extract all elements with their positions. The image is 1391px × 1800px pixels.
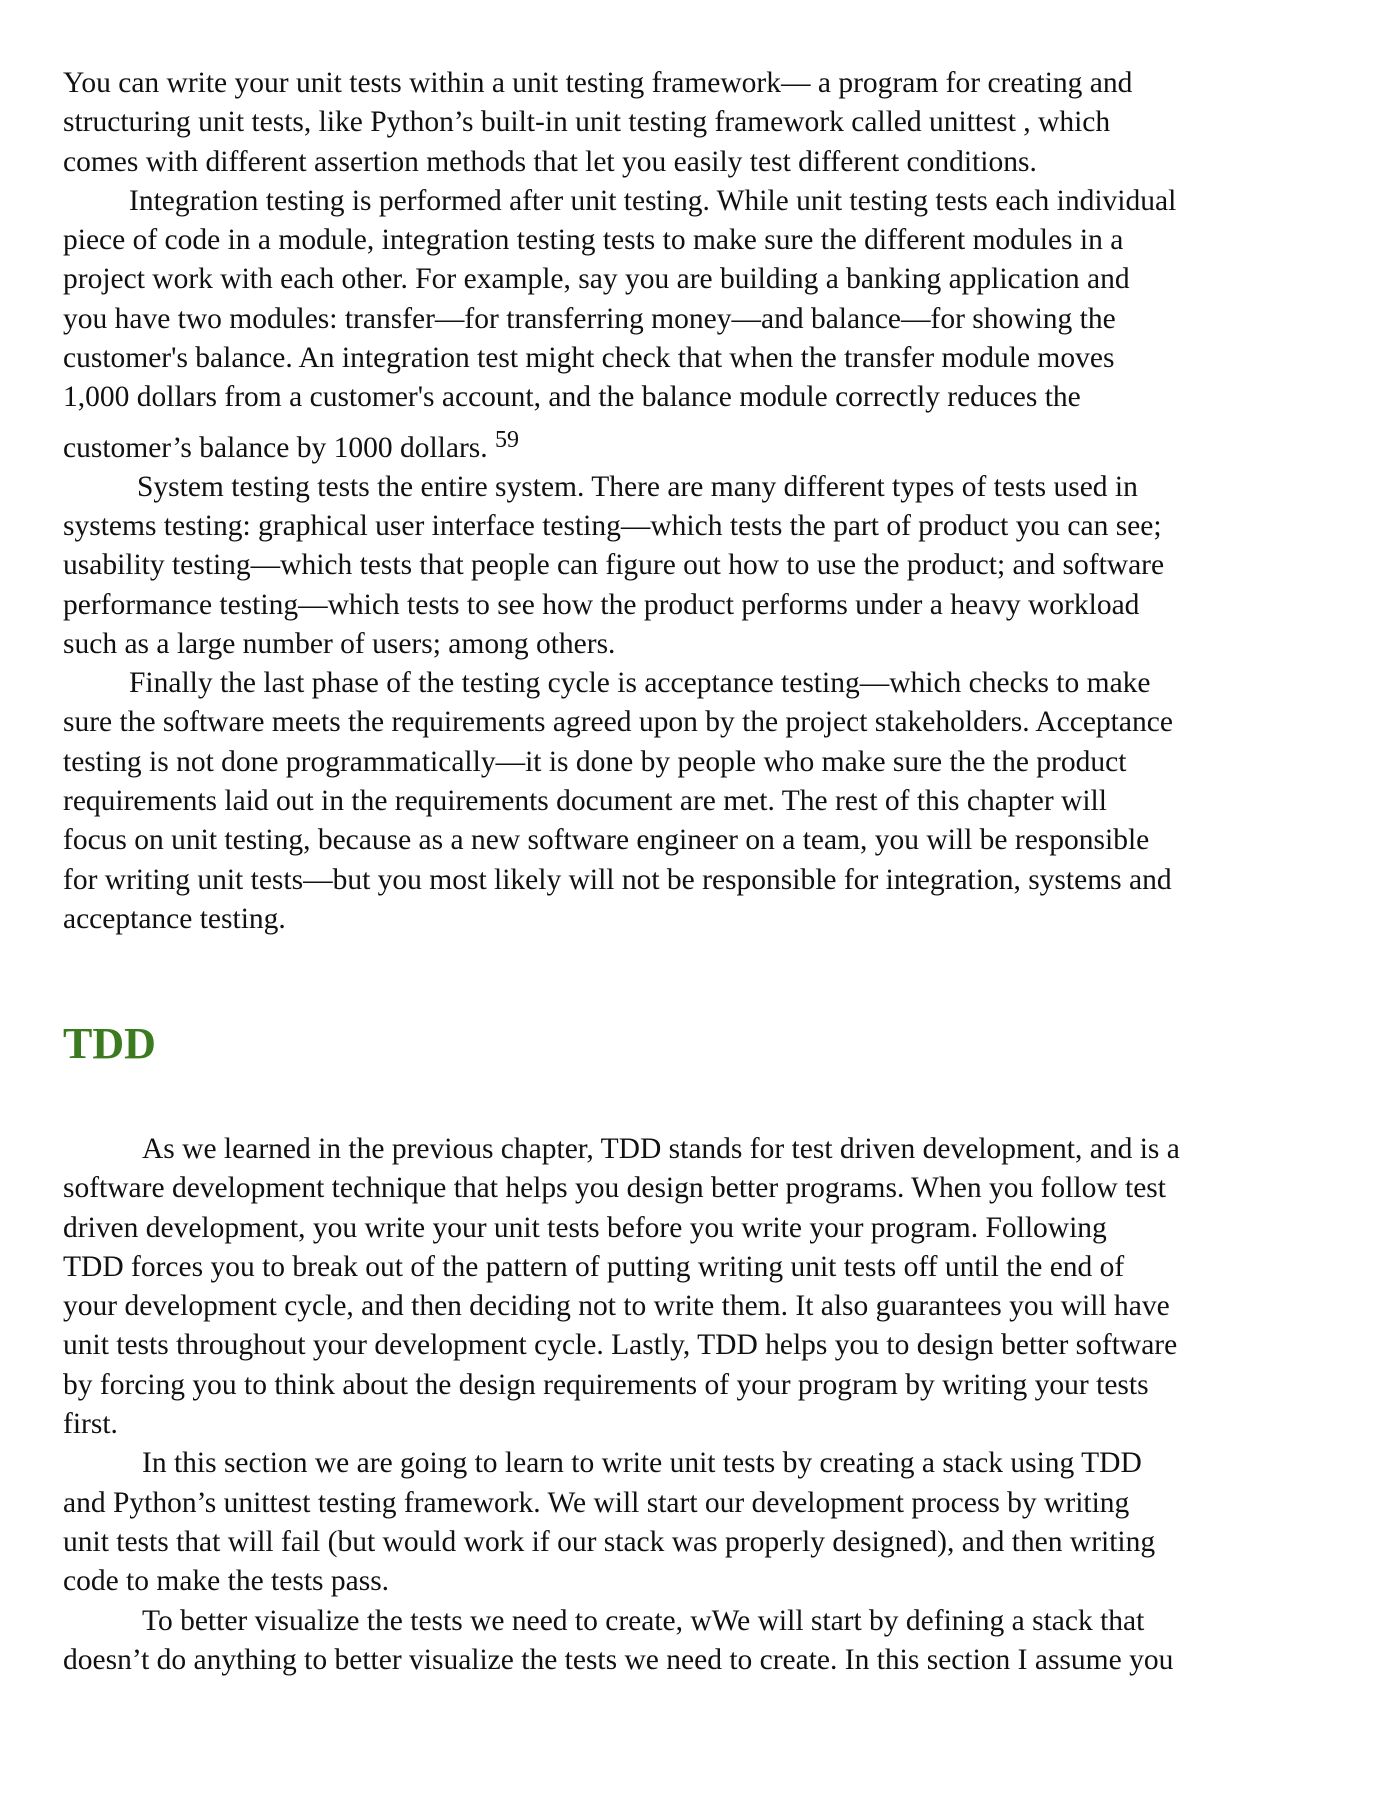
text-line: customer's balance. An integration test might check that when the transfer module moves (63, 342, 1115, 375)
text-line: piece of code in a module, integration testing tests to make sure the different modules in a (63, 224, 1124, 257)
section-tdd (63, 1130, 1363, 1680)
paragraph-stack-section (63, 1444, 1363, 1601)
text-line: and Python’s unittest testing framework. We will start our development process by writing (63, 1486, 1130, 1519)
text-line: System testing tests the entire system. There are many different types of tests used in (137, 470, 1138, 503)
text-line: software development technique that helps you design better programs. When you follow test (63, 1172, 1166, 1205)
text-line: comes with different assertion methods that let you easily test different conditions. (63, 145, 1037, 178)
paragraph-system-testing (63, 468, 1363, 664)
text-line: 1,000 dollars from a customer's account, and the balance module correctly reduces the (63, 381, 1081, 414)
paragraph-unit-testing-framework (63, 64, 1363, 182)
text-line: usability testing—which tests that people can figure out how to use the product; and software (63, 549, 1165, 582)
text-line-content: customer’s balance by 1000 dollars. (63, 431, 496, 464)
text-line: sure the software meets the requirements agreed upon by the project stakeholders. Acceptance (63, 706, 1173, 739)
text-line: by forcing you to think about the design requirements of your program by writing your tests (63, 1368, 1149, 1401)
text-line: Finally the last phase of the testing cycle is acceptance testing—which checks to make (129, 667, 1151, 700)
text-line: As we learned in the previous chapter, TDD stands for test driven development, and is a (142, 1133, 1180, 1165)
text-line: for writing unit tests—but you most likely will not be responsible for integration, systems and (63, 863, 1172, 896)
paragraph-acceptance-testing (63, 664, 1363, 939)
text-line: such as a large number of users; among others. (63, 627, 616, 660)
footnote-reference[interactable]: 59 (495, 426, 520, 453)
text-line: project work with each other. For example, say you are building a banking application and (63, 263, 1130, 296)
paragraph-integration-testing (63, 182, 1363, 468)
text-line: Integration testing is performed after unit testing. While unit testing tests each individual (129, 184, 1177, 217)
paragraph-visualize-tests (63, 1602, 1363, 1681)
section-heading-tdd: TDD (63, 1019, 156, 1068)
text-line: TDD forces you to break out of the pattern of putting writing unit tests off until the end of (63, 1250, 1125, 1283)
text-line: You can write your unit tests within a unit testing framework— a program for creating and (63, 67, 1133, 99)
text-line: code to make the tests pass. (63, 1565, 390, 1598)
text-line (63, 418, 1363, 468)
text-line: To better visualize the tests we need to create, wWe will start by defining a stack that (142, 1604, 1145, 1637)
text-line: testing is not done programmatically—it is done by people who make sure the the product (63, 745, 1127, 778)
section-testing-types (63, 64, 1363, 939)
text-line: you have two modules: transfer—for transferring money—and balance—for showing the (63, 302, 1116, 335)
text-line: unit tests that will fail (but would work if our stack was properly designed), and then writing (63, 1525, 1156, 1558)
text-line: requirements laid out in the requirements document are met. The rest of this chapter will (63, 785, 1107, 818)
text-line: structuring unit tests, like Python’s built-in unit testing framework called unittest , which (63, 106, 1111, 139)
text-line: acceptance testing. (63, 902, 286, 935)
paragraph-tdd-intro (63, 1130, 1363, 1444)
text-line: In this section we are going to learn to write unit tests by creating a stack using TDD (142, 1447, 1142, 1480)
text-line: focus on unit testing, because as a new software engineer on a team, you will be responsible (63, 824, 1150, 857)
text-line: systems testing: graphical user interface testing—which tests the part of product you can see; (63, 509, 1162, 542)
text-line: performance testing—which tests to see how the product performs under a heavy workload (63, 588, 1140, 621)
text-line: your development cycle, and then deciding not to write them. It also guarantees you will have (63, 1290, 1170, 1323)
text-line: driven development, you write your unit tests before you write your program. Following (63, 1211, 1107, 1244)
text-line: unit tests throughout your development cycle. Lastly, TDD helps you to design better software (63, 1329, 1178, 1362)
text-line: doesn’t do anything to better visualize the tests we need to create. In this section I assume you (63, 1643, 1174, 1676)
text-line: first. (63, 1408, 118, 1441)
